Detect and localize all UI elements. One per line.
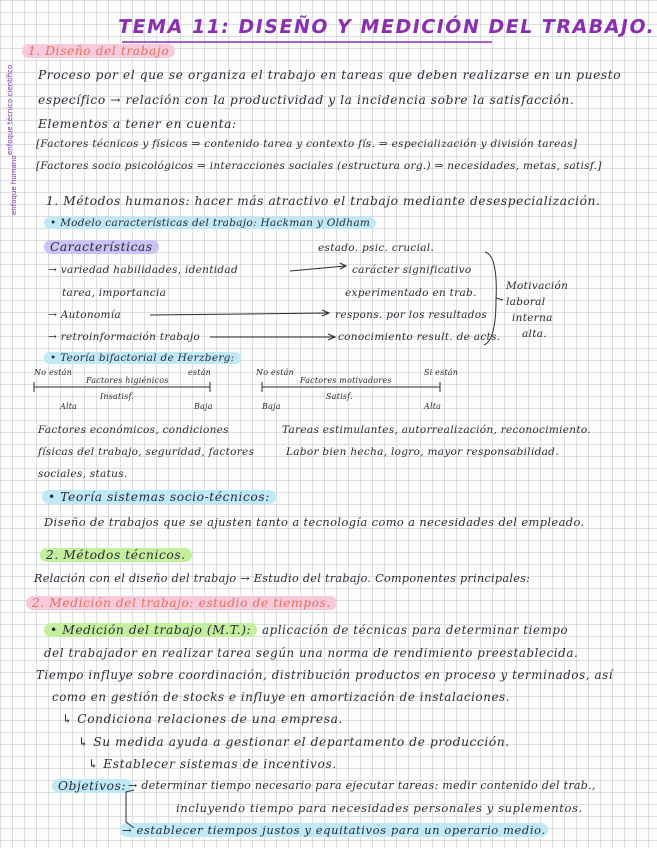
row2-left: tarea, importancia bbox=[62, 287, 167, 299]
section1-heading: 1. Diseño del trabajo bbox=[22, 44, 175, 58]
metodos-tecnicos-text: Relación con el diseño del trabajo → Estudio del trabajo. Componentes principales: bbox=[34, 572, 531, 585]
row3-left: → Autonomía bbox=[48, 309, 121, 321]
herzberg-left-list-3: sociales, status. bbox=[38, 468, 128, 480]
modelo-heading: • Modelo características del trabajo: Hackman y Oldham bbox=[44, 217, 376, 229]
metodos-humanos-heading: 1. Métodos humanos: hacer más atractivo el trabajo mediante desespecialización. bbox=[46, 194, 601, 208]
herzberg-right-end-left: Baja bbox=[262, 402, 281, 411]
objetivos-label: Objetivos: bbox=[52, 779, 132, 793]
objetivo-1b: incluyendo tiempo para necesidades personales y suplementos. bbox=[176, 801, 583, 815]
herzberg-right-top-right: Si están bbox=[424, 368, 459, 377]
row3-right: respons. por los resultados bbox=[335, 309, 488, 321]
herzberg-left-below: Insatisf. bbox=[100, 392, 135, 401]
metodos-tecnicos-heading: 2. Métodos técnicos. bbox=[40, 548, 192, 562]
herzberg-right-end-right: Alta bbox=[424, 402, 442, 411]
mt-label: • Medición del trabajo (M.T.): bbox=[44, 623, 257, 637]
herzberg-heading: • Teoría bifactorial de Herzberg: bbox=[44, 352, 241, 364]
estado-label: estado. psic. crucial. bbox=[318, 242, 435, 254]
motivacion-brace bbox=[484, 252, 496, 345]
motivacion-2: laboral bbox=[506, 296, 546, 308]
section1-p1-line1: Proceso por el que se organiza el trabajo en tareas que deben realizarse en un puesto bbox=[38, 68, 622, 82]
section1-p2: Elementos a tener en cuenta: bbox=[38, 117, 237, 131]
sub-item-2: ↳ Su medida ayuda a gestionar el departamento de producción. bbox=[78, 735, 510, 749]
mt-line2: del trabajador en realizar tarea según una norma de rendimiento preestablecida. bbox=[44, 646, 579, 660]
side-note-humano: enfoque humano bbox=[10, 155, 18, 215]
motivacion-3: interna bbox=[512, 312, 553, 324]
section1-p1-line2: específico → relación con la productividad y la incidencia sobre la satisfacción. bbox=[38, 93, 575, 107]
motivacion-brace-tip bbox=[496, 298, 503, 300]
row4-left: → retroinformación trabajo bbox=[48, 331, 201, 343]
objetivos-bracket bbox=[126, 790, 134, 828]
sociotecnicos-heading: • Teoría sistemas socio-técnicos: bbox=[42, 490, 276, 504]
sub-item-1: ↳ Condiciona relaciones de una empresa. bbox=[62, 712, 343, 726]
herzberg-right-top-left: No están bbox=[256, 368, 294, 377]
motivacion-4: alta. bbox=[522, 328, 547, 340]
herzberg-left-list-1: Factores económicos, condiciones bbox=[38, 424, 229, 436]
herzberg-left-label: Factores higiénicos bbox=[86, 376, 169, 385]
objetivo-2: → establecer tiempos justos y equitativos para un operario medio. bbox=[122, 823, 546, 837]
herzberg-left-list-2: físicas del trabajo, seguridad, factores bbox=[38, 446, 255, 458]
objetivo-1: → determinar tiempo necesario para ejecutar tareas: medir contenido del trab., bbox=[128, 779, 596, 792]
herzberg-left-top-right: están bbox=[188, 368, 211, 377]
bracket-socio: [Factores socio psicológicos ⇒ interacciones sociales (estructura org.) ⇒ necesidades, metas, satisf.] bbox=[36, 160, 602, 172]
row4-right: conocimiento result. de acts. bbox=[338, 331, 501, 343]
side-note-tecnico: enfoque técnico científico bbox=[6, 64, 14, 155]
row1-right: carácter significativo bbox=[352, 264, 472, 276]
herzberg-right-list-1: Tareas estimulantes, autorrealización, reconocimiento. bbox=[282, 424, 591, 436]
caracteristicas-label: Características bbox=[44, 240, 159, 254]
section2-p-line1: Tiempo influye sobre coordinación, distribución productos en proceso y terminados, así bbox=[36, 668, 614, 682]
herzberg-right-label: Factores motivadores bbox=[300, 376, 392, 385]
section2-p-line2: como en gestión de stocks e influye en amortización de instalaciones. bbox=[52, 690, 511, 704]
herzberg-left-top-left: No están bbox=[34, 368, 72, 377]
arrow-row3 bbox=[150, 313, 328, 315]
page-title: TEMA 11: DISEÑO Y MEDICIÓN DEL TRABAJO. bbox=[116, 16, 657, 38]
sub-item-3: ↳ Establecer sistemas de incentivos. bbox=[88, 757, 337, 771]
motivacion-1: Motivación bbox=[506, 280, 569, 292]
bracket-tecnicos: [Factores técnicos y físicos ⇒ contenido tarea y contexto fís. ⇒ especialización y división tareas] bbox=[36, 138, 578, 150]
sociotecnicos-text: Diseño de trabajos que se ajusten tanto a tecnología como a necesidades del empleado. bbox=[44, 515, 585, 529]
section2-heading: 2. Medición del trabajo: estudio de tiempos. bbox=[26, 596, 337, 610]
herzberg-left-end-right: Baja bbox=[194, 402, 213, 411]
row1-left: → variedad habilidades, identidad bbox=[48, 264, 238, 276]
herzberg-left-end-left: Alta bbox=[60, 402, 78, 411]
row2-right: experimentado en trab. bbox=[345, 287, 477, 299]
mt-line1: aplicación de técnicas para determinar tiempo bbox=[262, 623, 569, 637]
arrow-row1 bbox=[290, 266, 345, 271]
herzberg-right-below: Satisf. bbox=[326, 392, 353, 401]
herzberg-right-list-2: Labor bien hecha, logro, mayor responsabilidad. bbox=[286, 446, 559, 458]
